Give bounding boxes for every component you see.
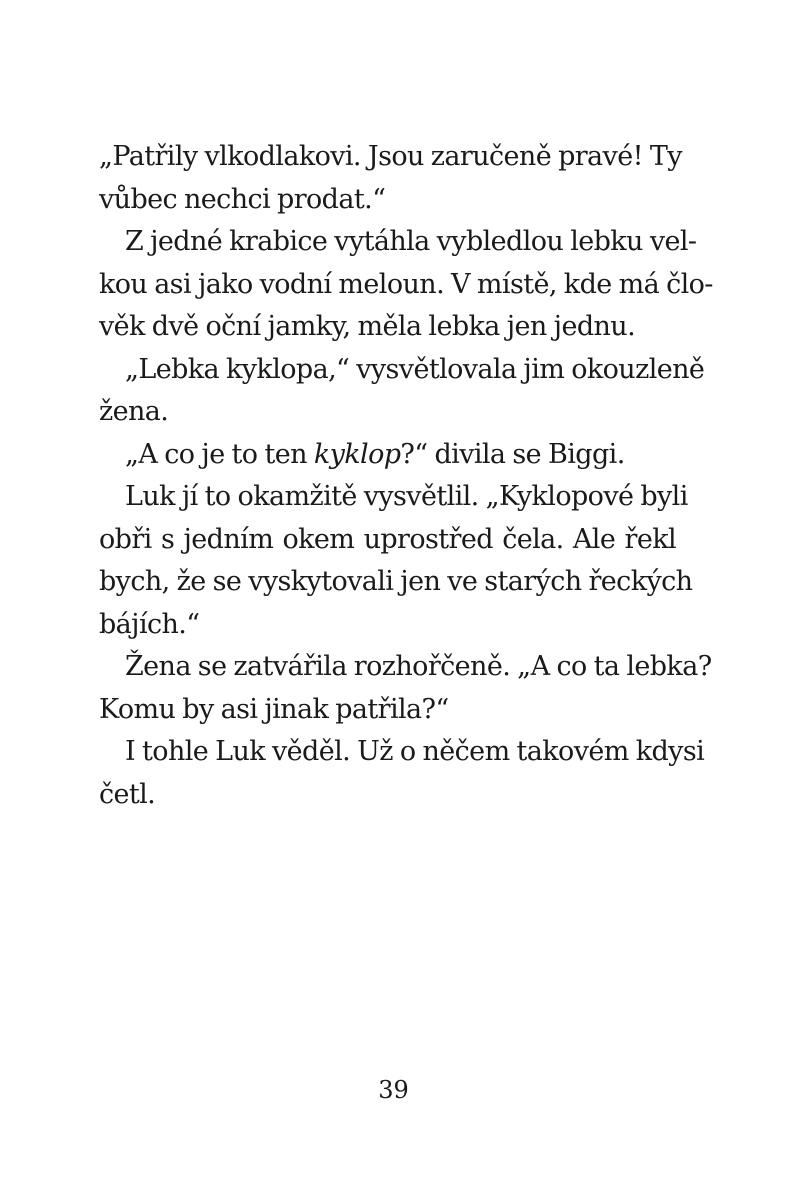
text-line: bájích.“	[99, 608, 200, 640]
text-line: obři s jedním okem uprostřed čela. Ale řekl	[99, 523, 676, 555]
text-line: bych, že se vyskytovali jen ve starých řeckých	[99, 566, 693, 597]
text-run: „A co je to ten	[125, 438, 314, 470]
text-line: kou asi jako vodní meloun. V místě, kde má člo-	[99, 268, 713, 300]
text-line: Žena se zatvářila rozhořčeně. „A co ta lebka?	[125, 651, 712, 682]
text-line: žena.	[99, 396, 169, 427]
text-line: věk dvě oční jamky, měla lebka jen jednu.	[99, 311, 636, 342]
text-line: I tohle Luk věděl. Už o něčem takovém kdysi	[125, 736, 705, 767]
text-run: ?“ divila se Biggi.	[400, 438, 625, 470]
text-line: četl.	[99, 778, 156, 810]
body-text	[99, 136, 713, 816]
text-line	[99, 434, 676, 477]
text-line: Z jedné krabice vytáhla vybledlou lebku vel-	[125, 226, 697, 257]
text-line: „Lebka kyklopa,“ vysvětlovala jim okouzleně	[125, 353, 705, 385]
text-line: vůbec nechci prodat.“	[99, 183, 386, 215]
text-line: Komu by asi jinak patřila?“	[99, 693, 449, 725]
page-number: 39	[378, 1076, 409, 1104]
italic-word: kyklop	[313, 438, 401, 470]
text-line: „Patřily vlkodlakovi. Jsou zaručeně pravé! Ty	[99, 141, 682, 172]
text-line: Luk jí to okamžitě vysvětlil. „Kyklopové byli	[125, 481, 688, 512]
